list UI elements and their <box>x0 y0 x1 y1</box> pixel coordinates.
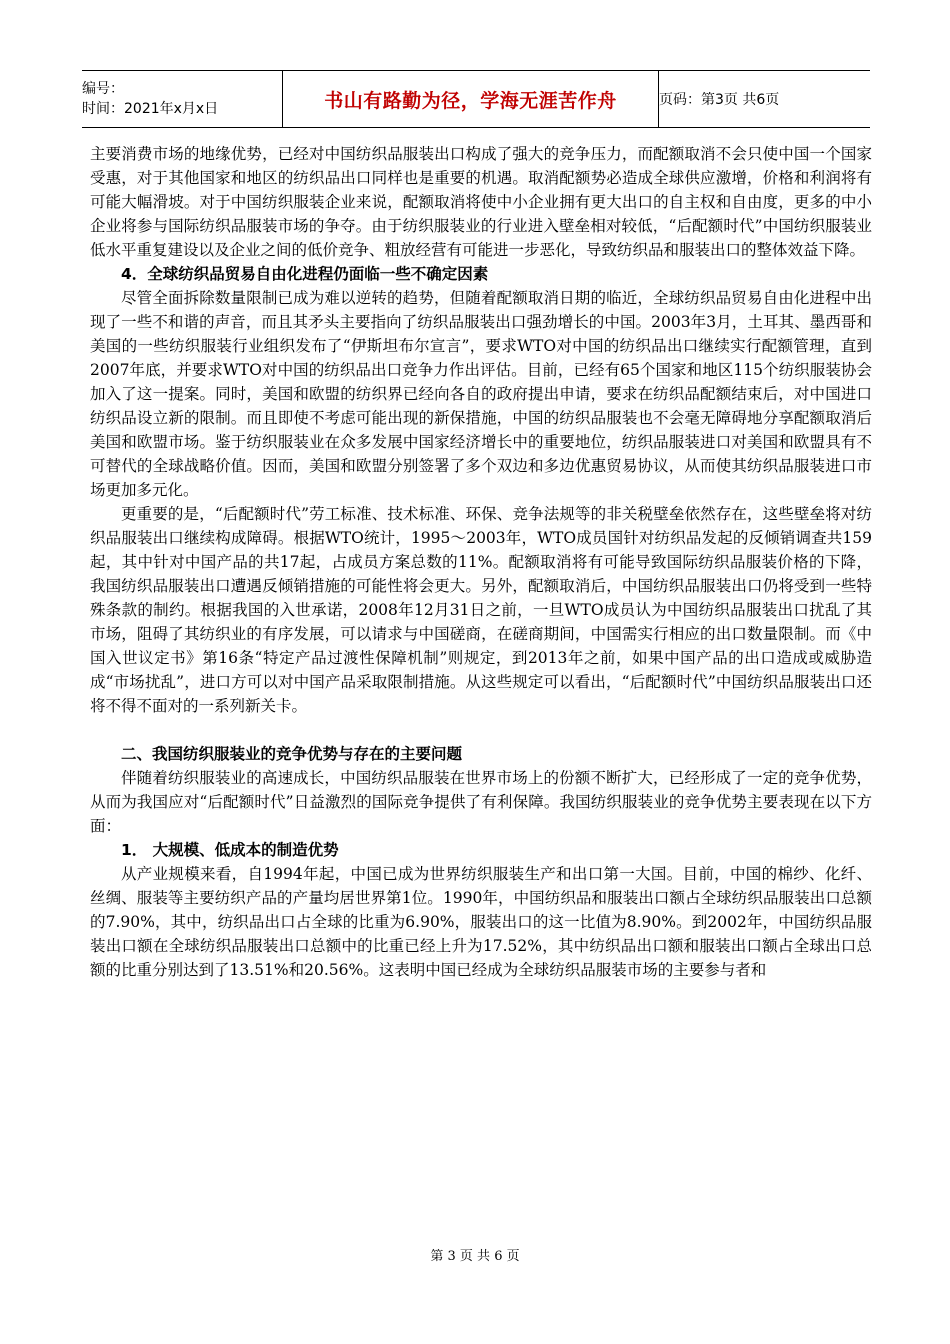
header-meta <box>82 71 283 128</box>
paragraph: 尽管全面拆除数量限制已成为难以逆转的趋势，但随着配额取消日期的临近，全球纺织品贸易自由化进程中出现了一些不和谐的声音，而且其矛头主要指向了纺织品服装出口强劲增长的中国。2003年3月，土耳其、墨西哥和美国的一些纺织服装行业组织发布了“伊斯坦布尔宣言”，要求WTO对中国的纺织品出口继续实行配额管理，直到2007年底，并要求WTO对中国的纺织品出口竞争力作出评估。目前，已经有65个国家和地区115个纺织服装协会加入了这一提案。同时，美国和欧盟的纺织界已经向各自的政府提出申请，要求在纺织品配额结束后，对中国进口纺织品设立新的限制。而且即使不考虑可能出现的新保措施，中国的纺织品服装也不会毫无障碍地分享配额取消后美国和欧盟市场。鉴于纺织服装业在众多发展中国家经济增长中的重要地位，纺织品服装进口对美国和欧盟具有不可替代的全球战略价值。因而，美国和欧盟分别签署了多个双边和多边优惠贸易协议，从而使其纺织品服装进口市场更加多元化。 <box>90 289 872 499</box>
document-date: 时间：2021年x月x日 <box>82 101 219 117</box>
paragraph: 更重要的是，“后配额时代”劳工标准、技术标准、环保、竞争法规等的非关税壁垒依然存在，这些壁垒将对纺织品服装出口继续构成障碍。根据WTO统计，1995～2003年，WTO成员国针对纺织品发起的反倾销调查共159起，其中针对中国产品的共17起，占成员方案总数的11%。配额取消将有可能导致国际纺织品服装价格的下降，我国纺织品服装出口遭遇反倾销措施的可能性将会更大。另外，配额取消后，中国纺织品服装出口仍将受到一些特殊条款的制约。根据我国的入世承诺，2008年12月31日之前，一旦WTO成员认为中国纺织品服装出口扰乱了其市场，阻碍了其纺织业的有序发展，可以请求与中国磋商，在磋商期间，中国需实行相应的出口数量限制。而《中国入世议定书》第16条“特定产品过渡性保障机制”则规定，到2013年之前，如果中国产品的出口造成或威胁造成“市场扰乱”，进口方可以对中国产品采取限制措施。从这些规定可以看出，“后配额时代”中国纺织品服装出口还将不得不面对的一系列新关卡。 <box>90 505 872 715</box>
document-body <box>90 142 872 982</box>
paragraph: 主要消费市场的地缘优势，已经对中国纺织品服装出口构成了强大的竞争压力，而配额取消不会只使中国一个国家受惠，对于其他国家和地区的纺织品出口同样也是重要的机遇。取消配额势必造成全球供应激增，价格和利润将有可能大幅滑坡。对于中国纺织服装企业来说，配额取消将使中小企业拥有更大出口的自主权和自由度，更多的中小企业将参与国际纺织品服装市场的争夺。由于纺织服装业的行业进入壁垒相对较低，“后配额时代”中国纺织服装业低水平重复建设以及企业之间的低价竞争、粗放经营有可能进一步恶化，导致纺织品和服装出口的整体效益下降。 <box>90 145 872 259</box>
section-heading: 4．全球纺织品贸易自由化进程仍面临一些不确定因素 <box>121 265 489 283</box>
chapter-heading: 二、我国纺织服装业的竞争优势与存在的主要问题 <box>121 745 463 763</box>
subsection-heading: 1． 大规模、低成本的制造优势 <box>121 841 339 859</box>
paragraph: 从产业规模来看，自1994年起，中国已成为世界纺织服装生产和出口第一大国。目前，中国的棉纱、化纤、丝绸、服装等主要纺织产品的产量均居世界第1位。1990年，中国纺织品和服装出口额占全球纺织品服装出口总额的7.90%，其中，纺织品出口占全球的比重为6.90%，服装出口的这一比值为8.90%。到2002年，中国纺织品服装出口额在全球纺织品服装出口总额中的比重已经上升为17.52%，其中纺织品出口额和服装出口额占全球出口总额的比重分别达到了13.51%和20.56%。这表明中国已经成为全球纺织品服装市场的主要参与者和 <box>90 865 872 979</box>
header-page-number: 页码：第3页 共6页 <box>659 71 871 128</box>
document-number: 编号： <box>82 81 124 97</box>
paragraph: 伴随着纺织服装业的高速成长，中国纺织品服装在世界市场上的份额不断扩大，已经形成了一定的竞争优势，从而为我国应对“后配额时代”日益激烈的国际竞争提供了有利保障。我国纺织服装业的竞争优势主要表现在以下方面： <box>90 769 872 835</box>
header-motto: 书山有路勤为径，学海无涯苦作舟 <box>283 71 659 128</box>
page-header <box>82 70 870 128</box>
spacer <box>90 718 872 742</box>
page-footer: 第 3 页 共 6 页 <box>430 1249 520 1264</box>
